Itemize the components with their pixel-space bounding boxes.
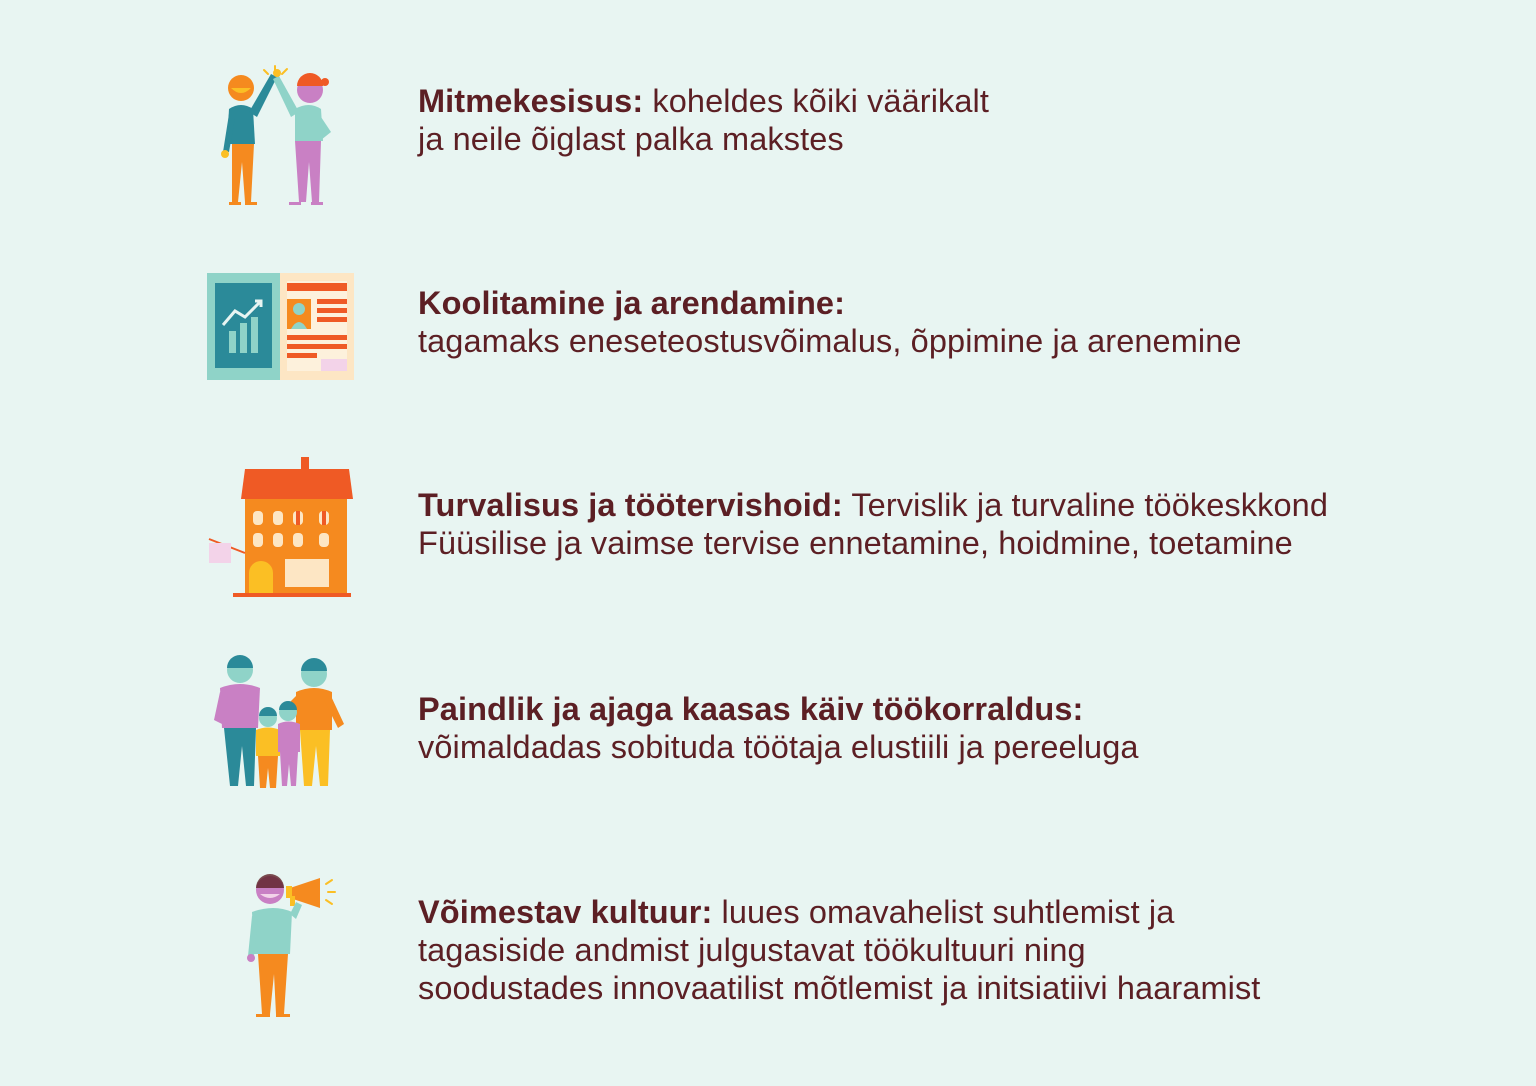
high-five-people-icon <box>215 64 345 209</box>
item-desc: tagamaks eneseteostusvõimalus, õppimine ja arenemine <box>418 323 1242 359</box>
item-text <box>418 690 1139 766</box>
item-text <box>418 893 1260 1007</box>
item-text <box>418 486 1328 562</box>
family-icon <box>210 654 350 792</box>
item-desc: võimaldadas sobituda töötaja elustiili ja pereeluga <box>418 729 1139 765</box>
item-desc: soodustades innovaatilist mõtlemist ja initsiatiivi haaramist <box>418 970 1261 1006</box>
item-desc: ja neile õiglast palka makstes <box>418 121 844 157</box>
item-desc: luues omavahelist suhtlemist ja <box>712 894 1175 930</box>
item-title: Paindlik ja ajaga kaasas käiv töökorraldus: <box>418 691 1084 727</box>
chart-and-document-icon <box>207 273 354 380</box>
item-text <box>418 284 1242 360</box>
item-title: Turvalisus ja töötervishoid: <box>418 487 843 523</box>
item-desc: Tervislik ja turvaline töökeskkond <box>842 487 1328 523</box>
item-title: Mitmekesisus: <box>418 83 644 119</box>
megaphone-person-icon <box>246 870 338 1020</box>
item-text <box>418 82 989 158</box>
item-title: Koolitamine ja arendamine: <box>418 285 846 321</box>
item-desc: Füüsilise ja vaimse tervise ennetamine, hoidmine, toetamine <box>418 525 1293 561</box>
item-title: Võimestav kultuur: <box>418 894 713 930</box>
item-desc: koheldes kõiki väärikalt <box>643 83 989 119</box>
item-desc: tagasiside andmist julgustavat töökultuuri ning <box>418 932 1086 968</box>
building-icon <box>205 455 353 597</box>
